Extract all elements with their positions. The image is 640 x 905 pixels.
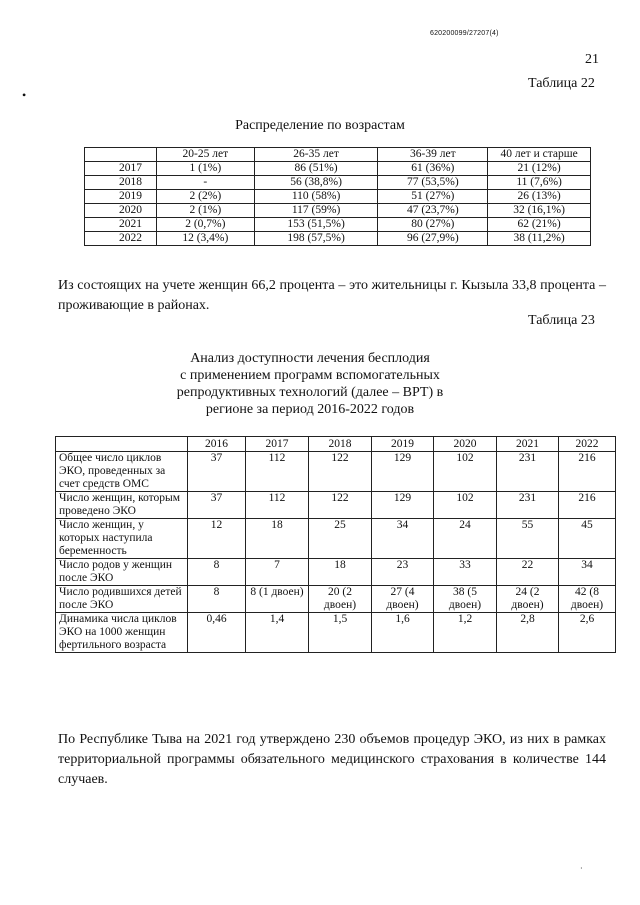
table-cell: 2,6 bbox=[559, 613, 616, 653]
title-line: с применением программ вспомогательных bbox=[180, 368, 440, 383]
table-cell: 47 (23,7%) bbox=[378, 204, 488, 218]
table-header-row bbox=[85, 148, 591, 162]
title-line: репродуктивных технологий (далее – ВРТ) в bbox=[176, 385, 444, 400]
table-cell: 18 bbox=[246, 519, 309, 559]
table-cell: 216 bbox=[559, 492, 616, 519]
table-row bbox=[56, 492, 616, 519]
table-cell: 122 bbox=[309, 492, 372, 519]
table-cell: 32 (16,1%) bbox=[488, 204, 591, 218]
column-header: 20-25 лет bbox=[156, 148, 254, 162]
table-cell: 112 bbox=[246, 452, 309, 492]
column-header: 2018 bbox=[309, 437, 372, 452]
table-cell: 96 (27,9%) bbox=[378, 232, 488, 246]
table-cell: 37 bbox=[188, 452, 246, 492]
column-header: 2020 bbox=[434, 437, 497, 452]
table-cell: 1,4 bbox=[246, 613, 309, 653]
column-header: 36-39 лет bbox=[378, 148, 488, 162]
table-cell: 8 bbox=[188, 586, 246, 613]
row-year: 2018 bbox=[85, 176, 157, 190]
table22-title: Распределение по возрастам bbox=[235, 118, 405, 133]
column-header: 2021 bbox=[497, 437, 559, 452]
table-row bbox=[56, 452, 616, 492]
table-cell: 8 bbox=[188, 559, 246, 586]
table-cell: 2,8 bbox=[497, 613, 559, 653]
table-cell: 0,46 bbox=[188, 613, 246, 653]
table-cell: 8 (1 двоен) bbox=[246, 586, 309, 613]
table-cell: 38 (5 двоен) bbox=[434, 586, 497, 613]
table-cell: 153 (51,5%) bbox=[254, 218, 378, 232]
table-row bbox=[85, 176, 591, 190]
table-cell: 1,5 bbox=[309, 613, 372, 653]
table-row bbox=[85, 162, 591, 176]
column-header: 2016 bbox=[188, 437, 246, 452]
table-row bbox=[56, 559, 616, 586]
table-cell: 198 (57,5%) bbox=[254, 232, 378, 246]
table-cell: 18 bbox=[309, 559, 372, 586]
table-cell: 110 (58%) bbox=[254, 190, 378, 204]
row-year: 2020 bbox=[85, 204, 157, 218]
table-cell: 42 (8 двоен) bbox=[559, 586, 616, 613]
table-row bbox=[85, 190, 591, 204]
table-row bbox=[56, 613, 616, 653]
table-row bbox=[85, 218, 591, 232]
table-cell: 129 bbox=[372, 492, 434, 519]
table-cell: 86 (51%) bbox=[254, 162, 378, 176]
row-year: 2017 bbox=[85, 162, 157, 176]
table-cell: 216 bbox=[559, 452, 616, 492]
table-cell: 11 (7,6%) bbox=[488, 176, 591, 190]
row-label: Число женщин, которым проведено ЭКО bbox=[56, 492, 188, 519]
row-label: Число женщин, у которых наступила беременность bbox=[56, 519, 188, 559]
column-header: 2022 bbox=[559, 437, 616, 452]
table-cell: 2 (1%) bbox=[156, 204, 254, 218]
table-cell: - bbox=[156, 176, 254, 190]
table-cell: 20 (2 двоен) bbox=[309, 586, 372, 613]
table-cell: 22 bbox=[497, 559, 559, 586]
table-cell: 55 bbox=[497, 519, 559, 559]
table-cell: 33 bbox=[434, 559, 497, 586]
table-cell: 1,6 bbox=[372, 613, 434, 653]
table-cell: 112 bbox=[246, 492, 309, 519]
table-cell: 27 (4 двоен) bbox=[372, 586, 434, 613]
row-label: Число родов у женщин после ЭКО bbox=[56, 559, 188, 586]
column-header bbox=[85, 148, 157, 162]
paragraph-eco-volume: По Республике Тыва на 2021 год утверждено 230 объемов процедур ЭКО, из них в рамках территориальной программы обязательного медицинского страхования в количестве 144 случаев. bbox=[58, 732, 606, 787]
table-cell: 61 (36%) bbox=[378, 162, 488, 176]
column-header: 2019 bbox=[372, 437, 434, 452]
title-line: Анализ доступности лечения бесплодия bbox=[190, 351, 430, 366]
table-cell: 122 bbox=[309, 452, 372, 492]
scan-mark: • bbox=[22, 88, 27, 102]
table-cell: 1 (1%) bbox=[156, 162, 254, 176]
table-cell: 231 bbox=[497, 492, 559, 519]
table-cell: 21 (12%) bbox=[488, 162, 591, 176]
table-cell: 129 bbox=[372, 452, 434, 492]
table22-label: Таблица 22 bbox=[528, 76, 595, 91]
table-cell: 231 bbox=[497, 452, 559, 492]
table-cell: 1,2 bbox=[434, 613, 497, 653]
row-year: 2021 bbox=[85, 218, 157, 232]
row-year: 2022 bbox=[85, 232, 157, 246]
table-cell: 25 bbox=[309, 519, 372, 559]
column-header: 26-35 лет bbox=[254, 148, 378, 162]
table-cell: 45 bbox=[559, 519, 616, 559]
column-header: 40 лет и старше bbox=[488, 148, 591, 162]
table-cell: 56 (38,8%) bbox=[254, 176, 378, 190]
table23-title bbox=[140, 350, 480, 418]
table-cell: 23 bbox=[372, 559, 434, 586]
table-cell: 24 (2 двоен) bbox=[497, 586, 559, 613]
table-row bbox=[85, 204, 591, 218]
table-cell: 62 (21%) bbox=[488, 218, 591, 232]
table-cell: 102 bbox=[434, 492, 497, 519]
document-id: 620200099/27207(4) bbox=[430, 30, 499, 37]
table-cell: 37 bbox=[188, 492, 246, 519]
table23-label: Таблица 23 bbox=[528, 313, 595, 328]
table-cell: 26 (13%) bbox=[488, 190, 591, 204]
table-row bbox=[85, 232, 591, 246]
table-cell: 38 (11,2%) bbox=[488, 232, 591, 246]
table-cell: 2 (2%) bbox=[156, 190, 254, 204]
scan-mark: · bbox=[580, 864, 583, 873]
row-label: Число родившихся детей после ЭКО bbox=[56, 586, 188, 613]
table-row bbox=[56, 586, 616, 613]
table-cell: 34 bbox=[559, 559, 616, 586]
table-cell: 24 bbox=[434, 519, 497, 559]
table-row bbox=[56, 519, 616, 559]
table-cell: 77 (53,5%) bbox=[378, 176, 488, 190]
ivf-availability-table bbox=[55, 436, 616, 653]
paragraph-residence: Из состоящих на учете женщин 66,2 процента – это жительницы г. Кызыла 33,8 процента – проживающие в районах. bbox=[58, 278, 606, 313]
title-line: регионе за период 2016-2022 годов bbox=[205, 402, 415, 417]
table-cell: 7 bbox=[246, 559, 309, 586]
row-label: Общее число циклов ЭКО, проведенных за счет средств ОМС bbox=[56, 452, 188, 492]
table-cell: 102 bbox=[434, 452, 497, 492]
table-cell: 117 (59%) bbox=[254, 204, 378, 218]
table-cell: 2 (0,7%) bbox=[156, 218, 254, 232]
table-cell: 12 bbox=[188, 519, 246, 559]
column-header bbox=[56, 437, 188, 452]
row-year: 2019 bbox=[85, 190, 157, 204]
table-cell: 51 (27%) bbox=[378, 190, 488, 204]
age-distribution-table bbox=[84, 147, 591, 246]
table-cell: 34 bbox=[372, 519, 434, 559]
row-label: Динамика числа циклов ЭКО на 1000 женщин фертильного возраста bbox=[56, 613, 188, 653]
table-cell: 80 (27%) bbox=[378, 218, 488, 232]
table-header-row bbox=[56, 437, 616, 452]
page-number: 21 bbox=[585, 52, 599, 67]
table-cell: 12 (3,4%) bbox=[156, 232, 254, 246]
column-header: 2017 bbox=[246, 437, 309, 452]
